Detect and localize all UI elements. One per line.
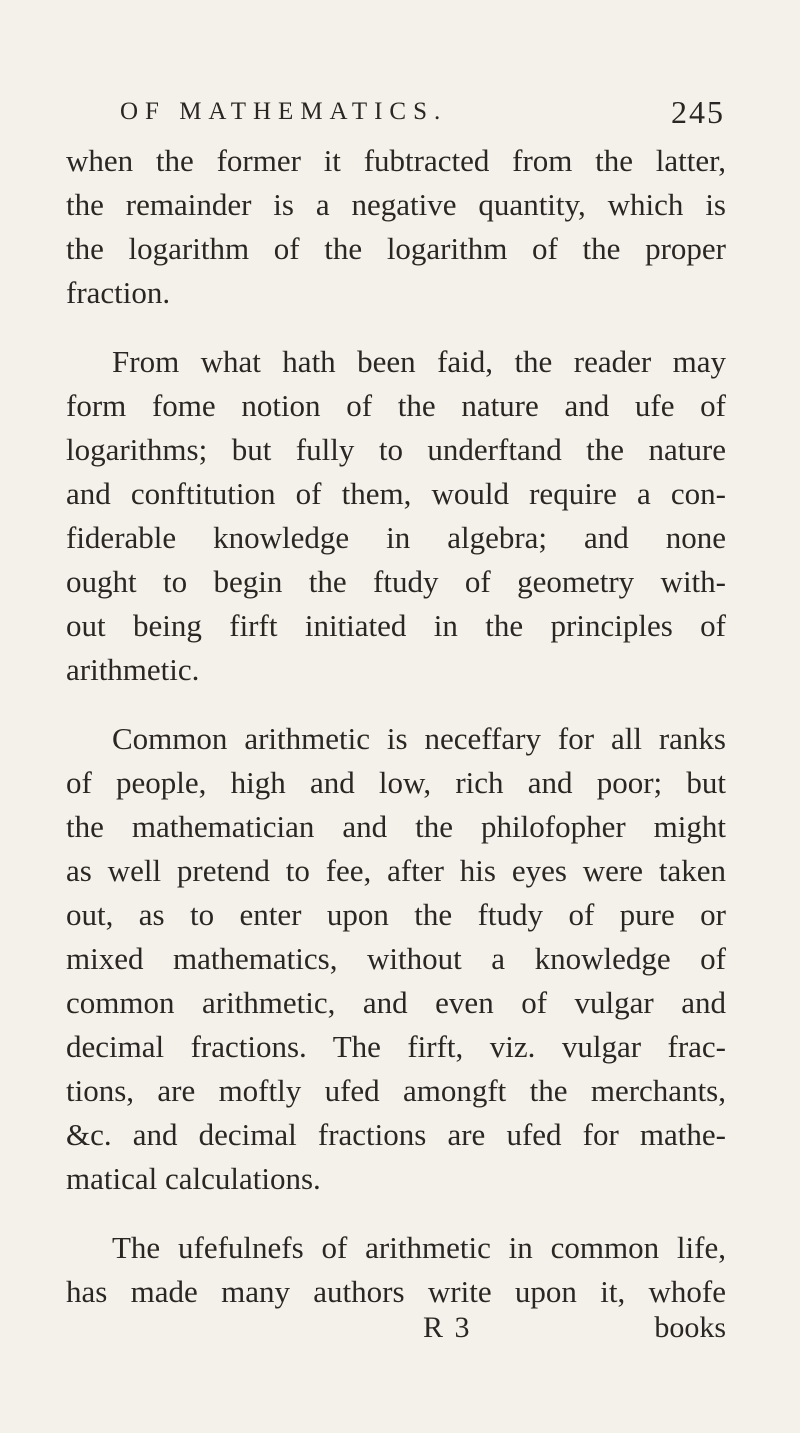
paragraph [66,717,726,1201]
text-line: logarithms; but fully to underftand the nature [66,432,726,467]
paragraph-gap [66,1201,726,1226]
text-line: as well pretend to fee, after his eyes were taken [66,853,726,888]
text-line: when the former it fubtracted from the latter, [66,143,726,178]
paragraph-gap [66,692,726,717]
text-line: decimal fractions. The firft, viz. vulgar frac- [66,1029,726,1064]
running-head [120,94,725,138]
text-line: of people, high and low, rich and poor; but [66,765,726,800]
text-line: out being firft initiated in the principles of [66,608,726,643]
text-line: and conftitution of them, would require a con- [66,476,726,511]
paragraph [66,1226,726,1314]
text-line: the mathematician and the philofopher might [66,809,726,844]
text-line: arithmetic. [66,652,200,687]
body-text [66,139,726,1314]
text-line: has made many authors write upon it, whofe [66,1274,726,1309]
text-line: common arithmetic, and even of vulgar and [66,985,726,1020]
text-line: the remainder is a negative quantity, which is [66,187,726,222]
signature-mark: R 3 [423,1311,472,1344]
paragraph [66,340,726,692]
text-line: &c. and decimal fractions are ufed for mathe- [66,1117,726,1152]
text-line: From what hath been faid, the reader may [112,344,726,379]
text-line: out, as to enter upon the ftudy of pure or [66,897,726,932]
paragraph-gap [66,315,726,340]
running-title: OF MATHEMATICS. [120,98,448,125]
text-line: tions, are moftly ufed amongft the merchants, [66,1073,726,1108]
text-line: fraction. [66,275,171,310]
page-number: 245 [671,94,725,130]
text-line: matical calculations. [66,1161,321,1196]
paragraph [66,139,726,315]
catchword: books [654,1311,726,1344]
text-line: form fome notion of the nature and ufe of [66,388,726,423]
text-line: Common arithmetic is neceffary for all ranks [112,721,726,756]
page-footer [66,1311,726,1351]
text-line: The ufefulnefs of arithmetic in common life, [112,1230,726,1265]
text-line: fiderable knowledge in algebra; and none [66,520,726,555]
text-line: ought to begin the ftudy of geometry with- [66,564,726,599]
text-line: mixed mathematics, without a knowledge of [66,941,726,976]
text-line: the logarithm of the logarithm of the proper [66,231,726,266]
